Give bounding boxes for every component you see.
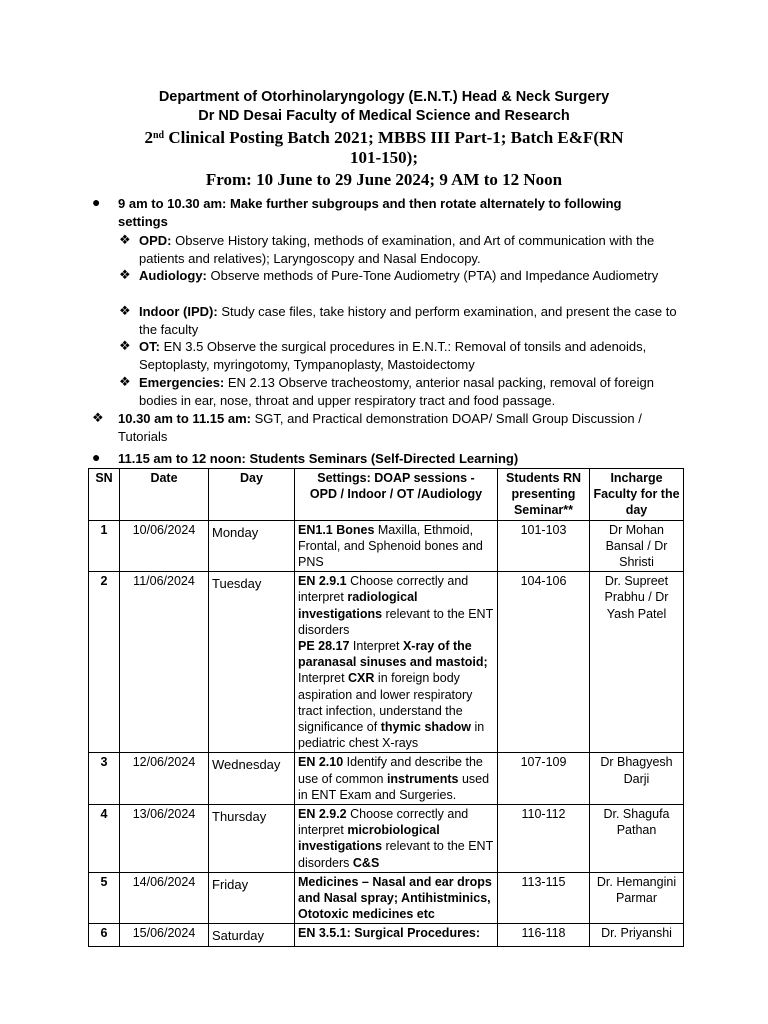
table-row <box>89 924 684 946</box>
cell-date: 11/06/2024 <box>120 572 209 753</box>
cell-day: Wednesday <box>209 753 295 805</box>
schedule-item-1: 9 am to 10.30 am: Make further subgroups and then rotate alternately to following settings <box>118 196 622 229</box>
header-sn: SN <box>89 469 120 521</box>
cell-settings: EN 2.10 Identify and describe the use of common instruments used in ENT Exam and Surgeries. <box>295 753 498 805</box>
bullet-icon: ● <box>92 449 101 465</box>
cell-faculty: Dr Bhagyesh Darji <box>590 753 684 805</box>
header-settings: Settings: DOAP sessions - OPD / Indoor / OT /Audiology <box>295 469 498 521</box>
diamond-bullet-icon: ❖ <box>119 304 131 319</box>
cell-date: 13/06/2024 <box>120 805 209 873</box>
cell-day: Monday <box>209 520 295 572</box>
cell-students-rn: 107-109 <box>498 753 590 805</box>
cell-sn: 4 <box>89 805 120 873</box>
sub-item-audiology: Audiology: Observe methods of Pure-Tone Audiometry (PTA) and Impedance Audiometry <box>139 268 659 283</box>
table-row <box>89 572 684 753</box>
cell-students-rn: 101-103 <box>498 520 590 572</box>
batch-title-cont: 101-150); <box>350 148 418 167</box>
diamond-bullet-icon: ❖ <box>119 233 131 248</box>
header-day: Day <box>209 469 295 521</box>
institution-title: Dr ND Desai Faculty of Medical Science and Research <box>198 108 570 124</box>
table-row <box>89 872 684 924</box>
cell-faculty: Dr Mohan Bansal / Dr Shristi <box>590 520 684 572</box>
cell-students-rn: 116-118 <box>498 924 590 946</box>
table-header-row <box>89 469 684 521</box>
sub-item-opd: OPD: Observe History taking, methods of examination, and Art of communication with the patients and relatives); Laryngoscopy and Nasal Endocopy. <box>139 233 655 266</box>
cell-sn: 5 <box>89 872 120 924</box>
cell-students-rn: 113-115 <box>498 872 590 924</box>
cell-date: 10/06/2024 <box>120 520 209 572</box>
cell-settings: EN 2.9.1 Choose correctly and interpret radiological investigations relevant to the ENT disorders PE 28.17 Interpret X-ray of the paranasal sinuses and mastoid; Interpret CXR in foreign body aspiration and lower respiratory tract infection, understand the significance of thymic shadow in pediatric chest X-rays <box>295 572 498 753</box>
cell-settings: EN 2.9.2 Choose correctly and interpret microbiological investigations relevant to the ENT disorders C&S <box>295 805 498 873</box>
bullet-icon: ● <box>92 194 101 210</box>
diamond-bullet-icon: ❖ <box>119 268 131 283</box>
table-row <box>89 520 684 572</box>
cell-day: Friday <box>209 872 295 924</box>
table-row <box>89 753 684 805</box>
cell-students-rn: 104-106 <box>498 572 590 753</box>
header-students-rn: Students RN presenting Seminar** <box>498 469 590 521</box>
cell-date: 12/06/2024 <box>120 753 209 805</box>
cell-day: Saturday <box>209 924 295 946</box>
sub-item-indoor: Indoor (IPD): Study case files, take history and perform examination, and present the case to the faculty <box>139 304 677 337</box>
cell-settings: EN 3.5.1: Surgical Procedures: <box>295 924 498 946</box>
diamond-bullet-icon: ❖ <box>92 411 104 426</box>
cell-day: Thursday <box>209 805 295 873</box>
cell-sn: 3 <box>89 753 120 805</box>
schedule-table <box>88 468 684 947</box>
cell-faculty: Dr. Hemangini Parmar <box>590 872 684 924</box>
cell-faculty: Dr. Shagufa Pathan <box>590 805 684 873</box>
cell-settings: EN1.1 Bones Maxilla, Ethmoid, Frontal, and Sphenoid bones and PNS <box>295 520 498 572</box>
schedule-item-3: 11.15 am to 12 noon: Students Seminars (Self-Directed Learning) <box>118 451 519 466</box>
schedule-item-2: 10.30 am to 11.15 am: SGT, and Practical demonstration DOAP/ Small Group Discussion / Tutorials <box>118 411 642 444</box>
sub-item-emergencies: Emergencies: EN 2.13 Observe tracheostomy, anterior nasal packing, removal of foreign bodies in ear, nose, throat and upper respiratory tract and food passage. <box>139 375 654 408</box>
table-row <box>89 805 684 873</box>
cell-students-rn: 110-112 <box>498 805 590 873</box>
batch-title: 2nd Clinical Posting Batch 2021; MBBS III Part-1; Batch E&F(RN <box>144 128 624 147</box>
cell-sn: 1 <box>89 520 120 572</box>
diamond-bullet-icon: ❖ <box>119 339 131 354</box>
cell-faculty: Dr. Supreet Prabhu / Dr Yash Patel <box>590 572 684 753</box>
cell-day: Tuesday <box>209 572 295 753</box>
header-faculty: Incharge Faculty for the day <box>590 469 684 521</box>
cell-settings: Medicines – Nasal and ear drops and Nasal spray; Antihistminics, Ototoxic medicines etc <box>295 872 498 924</box>
diamond-bullet-icon: ❖ <box>119 375 131 390</box>
cell-date: 14/06/2024 <box>120 872 209 924</box>
cell-sn: 2 <box>89 572 120 753</box>
department-title: Department of Otorhinolaryngology (E.N.T.) Head & Neck Surgery <box>158 89 610 105</box>
sub-item-ot: OT: EN 3.5 Observe the surgical procedures in E.N.T.: Removal of tonsils and adenoids, Septoplasty, myringotomy, Tympanoplasty, Mastoidectomy <box>139 339 647 372</box>
cell-sn: 6 <box>89 924 120 946</box>
date-range-title: From: 10 June to 29 June 2024; 9 AM to 12 Noon <box>205 170 563 189</box>
cell-faculty: Dr. Priyanshi <box>590 924 684 946</box>
header-date: Date <box>120 469 209 521</box>
cell-date: 15/06/2024 <box>120 924 209 946</box>
